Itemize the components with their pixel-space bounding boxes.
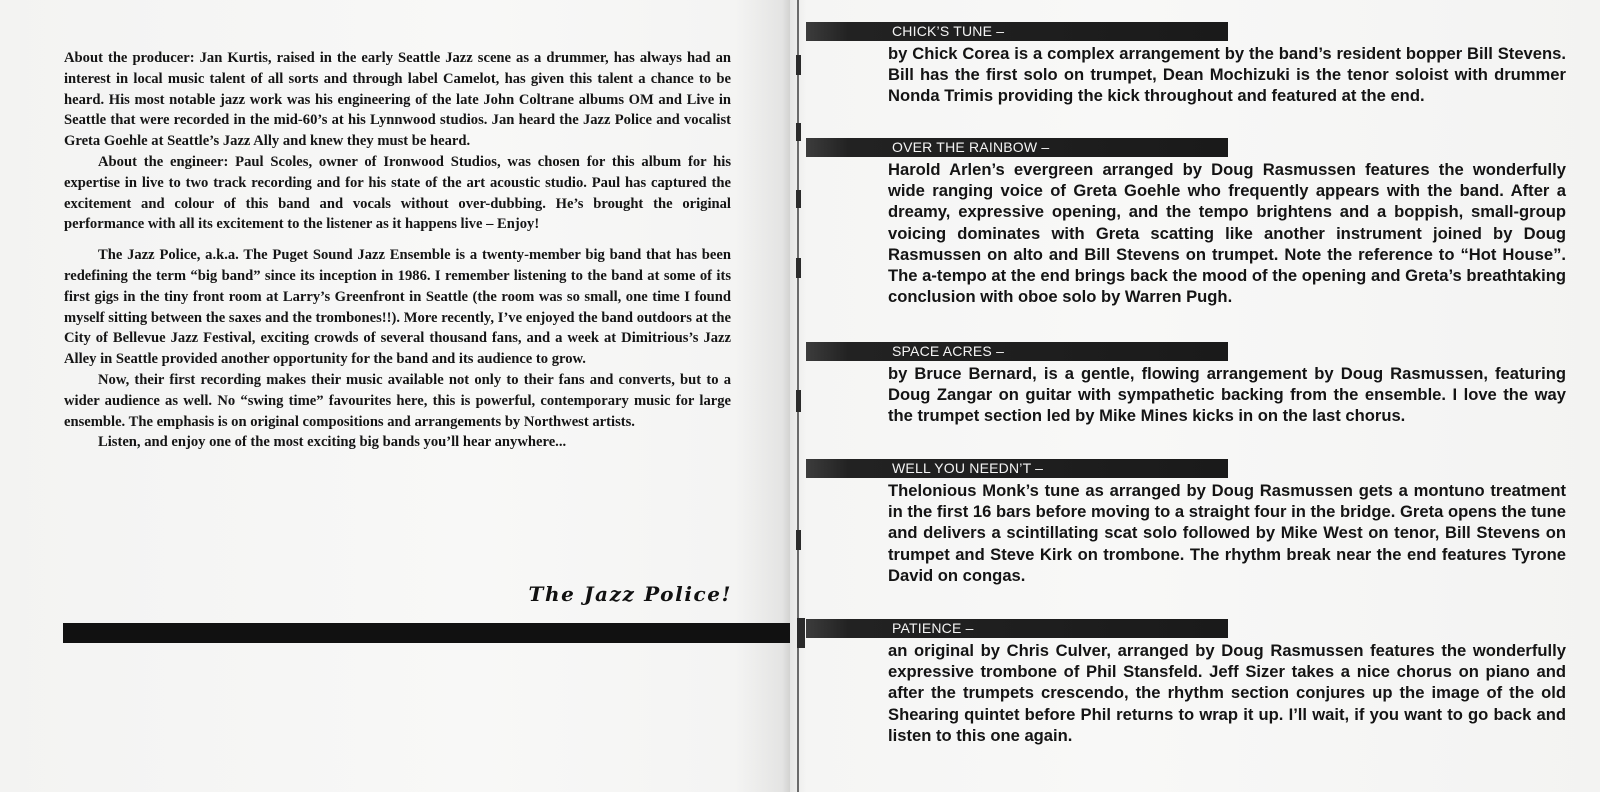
spine-staple: [796, 123, 801, 141]
track-title-bar: [806, 138, 1228, 157]
producer-paragraph: About the producer: Jan Kurtis, raised in the early Seattle Jazz scene as a drummer, has always had an interest in local music talent of all sorts and through label Camelot, has given this talent a chance to be heard. His most notable jazz work was his engineering of the late John Coltrane albums OM and Live in Seattle that were recorded in the mid-60’s at his Lynnwood studios. Jan heard the Jazz Police and vocalist Greta Goehle at Seattle’s Jazz Ally and knew they must be heard.: [64, 50, 731, 150]
track-title-bar: [806, 459, 1228, 478]
track-description: by Bruce Bernard, is a gentle, flowing arrangement by Doug Rasmussen, featuring Doug Zangar on guitar with sympathetic backing from the ensemble. I love the way the trumpet section led by Mike Mines kicks in on the last chorus.: [888, 364, 1566, 426]
spine-staple: [796, 55, 801, 75]
track-title: WELL YOU NEEDN’T –: [892, 460, 1044, 476]
track-title: CHICK’S TUNE –: [892, 23, 1005, 39]
track-description: an original by Chris Culver, arranged by Doug Rasmussen features the wonderfully expressive trombone of Phil Stansfeld. Jeff Sizer takes a nice chorus on piano and after the trumpets crescendo, the rhythm section conjures up the image of the old Shearing quintet before Phil returns to wrap it up. I’ll wait, if you want to go back and listen to this one again.: [888, 641, 1566, 745]
engineer-paragraph: About the engineer: Paul Scoles, owner of Ironwood Studios, was chosen for this album for his expertise in live to two track recording and for his state of the art acoustic studio. Paul has captured the excitement and colour of this band and vocals without over-dubbing. He’s brought the original performance with all its excitement to the listener as it happens live – Enjoy!: [64, 153, 731, 233]
track-chicks-tune: [806, 22, 1566, 107]
track-title-bar: [806, 22, 1228, 41]
closing-paragraph: Listen, and enjoy one of the most exciting big bands you’ll hear anywhere...: [98, 434, 567, 451]
track-title: SPACE ACRES –: [892, 343, 1005, 359]
track-description: by Chick Corea is a complex arrangement by the band’s resident bopper Bill Stevens. Bill has the first solo on trumpet, Dean Mochizuki is the tenor soloist with drummer Nonda Trimis providing the kick throughout and featured at the end.: [888, 44, 1566, 106]
spine-staple: [796, 530, 801, 550]
track-title: PATIENCE –: [892, 620, 974, 636]
track-title-bar: [806, 342, 1228, 361]
spine-staple: [797, 618, 805, 648]
track-over-the-rainbow: [806, 138, 1566, 307]
track-description: Harold Arlen’s evergreen arranged by Doug Rasmussen features the wonderfully wide ranging voice of Greta Goehle who frequently appears with the band. After a dreamy, expressive opening, and the tempo brightens and a boppish, small-group voicing dominates with Greta scatting like another instrument joined by Doug Rasmussen on alto and Bill Stevens on trumpet. Note the reference to “Hot House”. The a-tempo at the end brings back the mood of the opening and Greta’s breathtaking conclusion with oboe solo by Warren Pugh.: [888, 160, 1566, 307]
track-title-bar: [806, 619, 1228, 638]
band-paragraph: The Jazz Police, a.k.a. The Puget Sound Jazz Ensemble is a twenty-member big band that has been redefining the term “big band” since its inception in 1986. I remember listening to the band at some of its first gigs in the tiny front room at Larry’s Greenfront in Seattle (the room was so small, one time I found myself sitting between the saxes and the trombones!!). More recently, I’ve enjoyed the band outdoors at the City of Bellevue Jazz Festival, exciting crowds of several thousand fans, and a week at Dimitrious’s Jazz Alley in Seattle provided another opportunity for the band and its audience to grow.: [64, 247, 731, 368]
spine-staple: [796, 258, 801, 278]
track-title: OVER THE RAINBOW –: [892, 139, 1050, 155]
spine-staple: [796, 390, 801, 412]
recording-paragraph: Now, their first recording makes their music available not only to their fans and converts, but to a wider audience as well. No “swing time” favourites here, this is powerful, contemporary music for large ensemble. The emphasis is on original compositions and arrangements by Northwest artists.: [64, 371, 731, 430]
signature: The Jazz Police!: [528, 582, 732, 606]
liner-notes-text: [64, 48, 731, 453]
track-description: Thelonious Monk’s tune as arranged by Doug Rasmussen gets a montuno treatment in the first 16 bars before moving to a straight four in the bridge. Greta opens the tune and delivers a scintillating scat solo followed by Mike West on tenor, Bill Stevens on trumpet and Steve Kirk on trombone. The rhythm break near the end features Tyrone David on congas.: [888, 481, 1566, 585]
divider-bar: [63, 623, 790, 643]
left-page: [0, 0, 790, 792]
spine-staple: [796, 190, 801, 208]
track-well-you-neednt: [806, 459, 1566, 586]
track-patience: [806, 619, 1566, 746]
track-space-acres: [806, 342, 1566, 427]
